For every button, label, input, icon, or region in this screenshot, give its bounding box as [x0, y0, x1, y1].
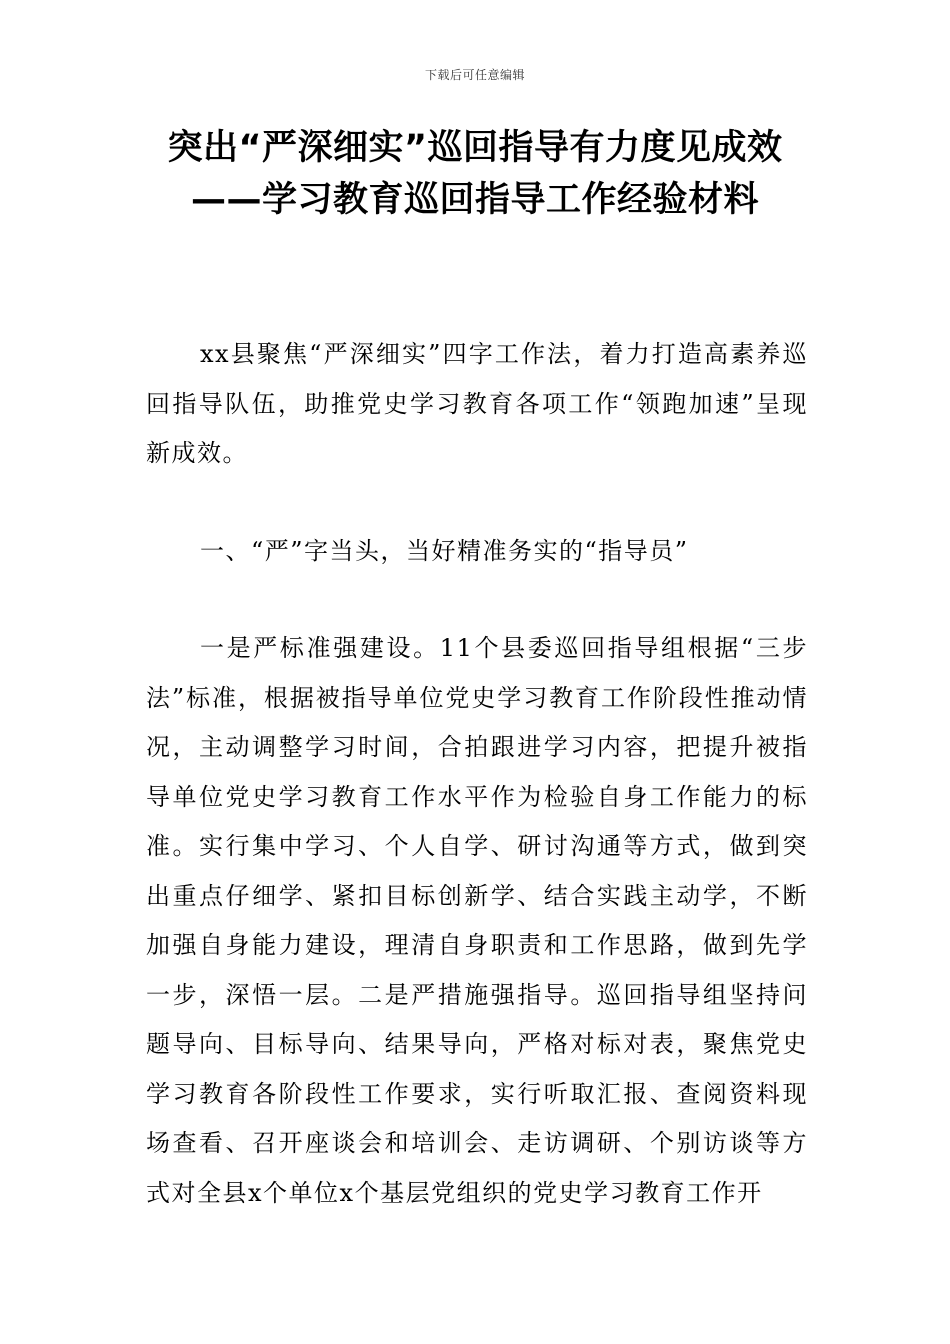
- body-paragraph: 一是严标准强建设。11个县委巡回指导组根据“三步法”标准，根据被指导单位党史学习教育工作阶段性推动情况，主动调整学习时间，合拍跟进学习内容，把提升被指导单位党史学习教育工作水平作为检验自身工作能力的标准。实行集中学习、个人自学、研讨沟通等方式，做到突出重点仔细学、紧扣目标创新学、结合实践主动学，不断加强自身能力建设，理清自身职责和工作思路，做到先学一步，深悟一层。二是严措施强指导。巡回指导组坚持问题导向、目标导向、结果导向，严格对标对表，聚焦党史学习教育各阶段性工作要求，实行听取汇报、查阅资料现场查看、召开座谈会和培训会、走访调研、个别访谈等方式对全县x个单位x个基层党组织的党史学习教育工作开: [146, 634, 808, 1207]
- document-title-line1: 突出“严深细实”巡回指导有力度见成效: [167, 128, 783, 168]
- document-title-line2: ——学习教育巡回指导工作经验材料: [190, 180, 759, 220]
- header-note: 下载后可任意编辑: [424, 68, 525, 82]
- intro-paragraph: xx县聚焦“严深细实”四字工作法，着力打造高素养巡回指导队伍，助推党史学习教育各项工作“领跑加速”呈现新成效。: [146, 340, 808, 467]
- section-heading: 一、“严”字当头，当好精准务实的“指导员”: [200, 537, 689, 565]
